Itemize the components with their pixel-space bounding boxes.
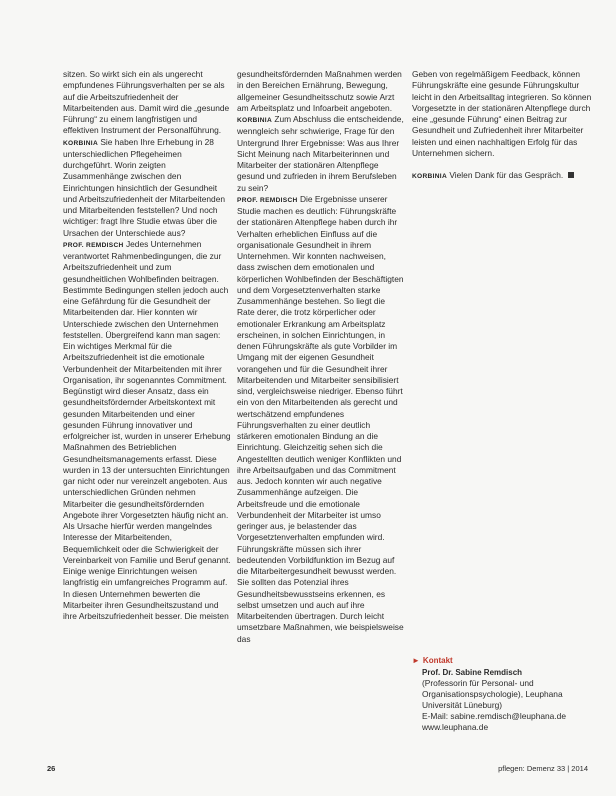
contact-heading-text: Kontakt (422, 656, 453, 665)
paragraph: sitzen. So wirkt sich ein als ungerecht empfundenes Führungsverhalten per se als auf die Arbeitszufriedenheit der Mitarbeitenden aus. Damit wird die „gesunde Führung“ zu einem langfristigen und effektiven Instrument der Personalführung. (63, 69, 230, 136)
page-footer (0, 764, 616, 776)
contact-heading (412, 655, 592, 666)
speaker-label: KORBINIA (412, 173, 448, 180)
text-column-1 (63, 69, 231, 622)
question-text: Sie haben Ihre Erhebung in 28 unterschiedlichen Pflegeheimen durchgeführt. Worin zeigten Zusammenhänge zwischen den Einrichtungen hinsichtlich der Gesundheit und Arbeitszufriedenheit der Mitarbeitenden und Mitarbeitenden feststellen? Und noch wichtiger: fragt Ihre Studie etwas über die Ursachen der Unterschiede aus? (63, 136, 226, 238)
answer-text: Jedes Unternehmen verantwortet Rahmenbedingungen, die zur Arbeitszufriedenheit und zum gesundheitlichen Wohlbefinden beitragen. Bestimmte Bedingungen stellen jedoch auch eine Gefährdung für die Gesundheit der Mitarbeitenden dar. Hier konnten wir Unterschiede zwischen den Unternehmen feststellen. Übergreifend kann man sagen: Ein wichtiges Merkmal für die Arbeitszufriedenheit ist die emotionale Verbundenheit der Mitarbeitenden mit ihrer Organisation, ihr sogenanntes Commitment. Begünstigt wird dieser Ansatz, dass ein gesundheitsfördernder Arbeitskontext mit gesunden Mitarbeitenden und einer gesunden Führung innovativer und erfolgreicher ist, wurden in unserer Erhebung Maßnahmen des Betrieblichen Gesundheitsmanagements erfasst. Diese wurden in 13 der untersuchten Einrichtungen gar nicht oder nur vereinzelt angeboten. Aus unterschiedlichen Gründen nehmen Mitarbeiter die gesundheitsfördernden Angebote ihrer Vorgesetzten häufig nicht an. Als Ursache hierfür werden mangelndes Interesse der Mitarbeitenden, Bequemlichkeit oder die Schwierigkeit der Vereinbarkeit von Familie und Beruf genannt. Einige wenige Einrichtungen weisen langfristig ein umfangreiches Programm auf. In diesen Unternehmen bewerten die Mitarbeiter ihren Gesundheitszustand und ihre Arbeitszufriedenheit besser. Die meisten (63, 238, 231, 621)
answer-paragraph (237, 194, 405, 645)
question-text: Zum Abschluss die entscheidende, wenngleich sehr schwierige, Frage für den Untergrund Ihrer Ergebnisse: Was aus Ihrer Sicht Meinung nach Mitarbeiterinnen und Mitarbeiter der stationären Altenpflege gesund und zufrieden in ihrem Berufsleben zu sein? (237, 114, 404, 193)
question-paragraph (63, 137, 231, 239)
speaker-label: PROF. REMDISCH (63, 241, 124, 249)
contact-email[interactable]: E-Mail: sabine.remdisch@leuphana.de (422, 711, 566, 721)
closing-paragraph (412, 170, 592, 182)
answer-paragraph (63, 239, 231, 623)
contact-affiliation: (Professorin für Personal- und Organisationspsychologie), Leuphana Universität Lüneburg) (422, 678, 563, 710)
speaker-label: KORBINIA (237, 117, 273, 124)
triangle-right-icon: ► (412, 656, 420, 665)
page-number: 26 (47, 764, 56, 773)
contact-name: Prof. Dr. Sabine Remdisch (422, 668, 523, 677)
closing-text: Vielen Dank für das Gespräch. (449, 170, 564, 180)
text-column-3 (412, 69, 592, 182)
question-paragraph (237, 114, 405, 194)
speaker-label: KORBINIA (63, 139, 99, 147)
contact-website[interactable]: www.leuphana.de (422, 722, 489, 732)
contact-details (412, 667, 592, 733)
answer-text: Die Ergebnisse unserer Studie machen es deutlich: Führungskräfte der stationären Altenpflege haben durch ihr Verhalten erheblichen Einfluss auf die organisationale Gesundheit in ihrem Unternehmen. Wir konnten nachweisen, dass zwischen dem emotionalen und körperlichen Wohlbefinden der Beschäftigten und dem Vorgesetztenverhalten starke Zusammenhänge bestehen. So liegt die Rate derer, die trotz körperlicher oder emotionaler Erkrankung am Arbeitsplatz erscheinen, in solchen Einrichtungen, in denen Führungskräfte als gute Vorbilder im Umgang mit der eigenen Gesundheit vorangehen und für die Gesundheit ihrer Mitarbeitenden und Mitarbeiter sensibilisiert sind, vergleichsweise niedriger. Ebenso führt ein von den Mitarbeitenden als gerecht und wertschätzend empfundenes Führungsverhalten zu einer deutlich stärkeren emotionalen Bindung an die Einrichtung. Gleichzeitig sehen sich die Angestellten deutlich weniger Konflikten und ihre Arbeitsaufgaben und das Commitment aus. Jedoch konnten wir auch negative Zusammenhänge aufzeigen. Die Arbeitsfreude und die emotionale Verbundenheit der Mitarbeiter ist umso geringer aus, je belastender das Vorgesetztenverhalten empfunden wird. Führungskräfte müssen sich ihrer bedeutenden Vorbildfunktion im Bezug auf die Mitarbeitergesundheit bewusst werden. Sie sollten das Potenzial ihres Gesundheitsbewusstseins erkennen, es selbst umsetzen und auch auf ihre Mitarbeitenden übertragen. Durch leicht umsetzbare Maßnahmen, wie beispielsweise das (237, 193, 404, 644)
text-column-2 (237, 69, 405, 645)
paragraph: gesundheitsfördernden Maßnahmen werden in den Bereichen Ernährung, Bewegung, allgemeiner Gesundheitsschutz sowie Arzt am Arbeitsplatz und Infoarbeit angeboten. (237, 69, 402, 113)
contact-box (412, 655, 592, 733)
magazine-name: pflegen: Demenz 33 | 2014 (498, 764, 588, 773)
end-square-icon (568, 172, 574, 178)
paragraph: Geben von regelmäßigem Feedback, können Führungskräfte eine gesunde Führungskultur leicht in den Arbeitsalltag integrieren. So können Vorgesetzte in der stationären Altenpflege durch eine „gesunde Führung“ einen Beitrag zur Gesundheit und Zufriedenheit ihrer Mitarbeiter leisten und einen nachhaltigen Erfolg für das Unternehmen sichern. (412, 69, 592, 158)
speaker-label: PROF. REMDISCH (237, 196, 298, 204)
